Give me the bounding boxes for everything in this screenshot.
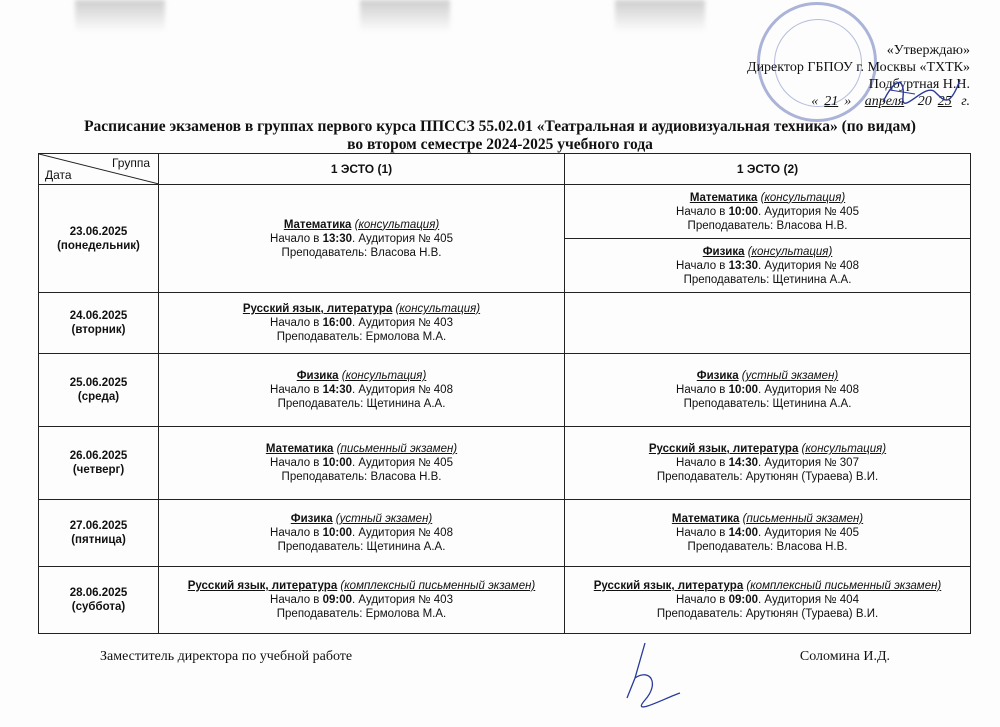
approval-year: 25 [937,94,952,109]
room: Аудитория № 408 [358,384,453,396]
start-time: 13:30 [728,259,759,272]
deputy-name: Соломина И.Д. [799,649,890,664]
start-time: 10:00 [322,457,353,469]
teacher: Преподаватель: Власова Н.В. [687,541,848,553]
entry-subject-line [672,513,863,525]
group-1-cell [159,354,565,427]
subject-name: Математика [283,218,352,231]
teacher: Преподаватель: Ермолова М.А. [276,608,447,620]
entry-subject-line [284,219,439,231]
room: Аудитория № 408 [358,527,453,539]
start-time: 10:00 [322,527,353,539]
document-title [0,118,1000,154]
exam-kind: (консультация) [395,303,481,315]
entry-start-line: Начало в 10:00. Аудитория № 408 [676,384,859,396]
exam-kind: (консультация) [354,218,440,231]
exam-kind: (письменный экзамен) [336,443,458,455]
approval-position: Директор ГБПОУ г. Москвы «ТХТК» [747,60,970,75]
deputy-position: Заместитель директора по учебной работе [100,649,353,664]
exam-kind: (консультация) [801,443,887,455]
teacher: Преподаватель: Щетинина А.А. [277,541,446,553]
entry-start-line: Начало в 10:00. Аудитория № 408 [270,527,453,539]
group-2-cell [565,567,971,634]
exam-kind: (консультация) [341,370,427,382]
entry-start-line: Начало в 14:00. Аудитория № 405 [676,527,859,539]
group-2-cell [565,239,971,293]
entry-subject-line [297,370,427,382]
room: Аудитория № 404 [764,594,859,606]
teacher: Преподаватель: Арутюнян (Тураева) В.И. [656,471,879,483]
exam-kind: (письменный экзамен) [742,513,864,525]
group-1-cell [159,293,565,354]
exam-kind: (консультация) [747,245,833,258]
room: Аудитория № 405 [764,205,859,218]
column-header-group-2: 1 ЭСТО (2) [565,154,971,185]
room: Аудитория № 405 [358,457,453,469]
exam-kind: (комплексный письменный экзамен) [340,580,536,592]
start-time: 10:00 [728,384,759,396]
teacher: Преподаватель: Арутюнян (Тураева) В.И. [656,608,879,620]
approval-month: апреля [864,94,905,109]
group-2-cell [565,500,971,567]
approval-name: Подбуртная Н.Н. [868,77,970,92]
scan-artifact [615,0,705,32]
room: Аудитория № 307 [764,457,859,469]
column-header-group-1: 1 ЭСТО (1) [159,154,565,185]
group-1-cell [159,185,565,293]
entry-start-line: Начало в 14:30. Аудитория № 307 [676,457,859,469]
exam-kind: (консультация) [760,191,846,204]
group-1-cell [159,567,565,634]
entry-subject-line [703,246,833,258]
exam-entry [159,218,564,260]
entry-start-line: Начало в 09:00. Аудитория № 403 [270,594,453,606]
room: Аудитория № 408 [764,384,859,396]
scan-artifact [75,0,165,32]
entry-subject-line [649,443,886,455]
exam-kind: (устный экзамен) [741,370,839,382]
entry-start-line: Начало в 10:00. Аудитория № 405 [270,457,453,469]
start-time: 14:00 [728,527,759,539]
entry-subject-line [243,303,480,315]
teacher: Преподаватель: Щетинина А.А. [683,398,852,410]
teacher: Преподаватель: Власова Н.В. [281,246,442,259]
exam-kind: (комплексный письменный экзамен) [746,580,942,592]
exam-entry [159,512,564,554]
room: Аудитория № 403 [358,594,453,606]
teacher: Преподаватель: Щетинина А.А. [277,398,446,410]
entry-subject-line [594,580,942,592]
subject-name: Русский язык, литература [187,580,338,592]
subject-name: Математика [671,513,740,525]
room: Аудитория № 403 [358,317,453,329]
subject-name: Физика [702,245,745,258]
entry-subject-line [188,580,536,592]
approval-date: « 21 » апреля 20 25 г. [811,94,970,109]
start-time: 14:30 [322,384,353,396]
start-time: 09:00 [728,594,759,606]
title-line-2: во втором семестре 2024-2025 учебного года [347,136,653,153]
title-line-1: Расписание экзаменов в группах первого курса ППССЗ 55.02.01 «Театральная и аудиовизуальная техника» (по видам) [84,118,916,135]
approval-day: 21 [824,94,839,109]
exam-entry [565,442,970,484]
table-row [39,567,971,634]
exam-schedule-table [38,153,971,634]
date-cell: 24.06.2025 (вторник) [39,293,159,354]
subject-name: Русский язык, литература [648,443,799,455]
deputy-signature [605,638,685,710]
date-cell: 27.06.2025 (пятница) [39,500,159,567]
table-row [39,500,971,567]
subject-name: Физика [290,513,333,525]
corner-date-label: Дата [45,168,72,182]
entry-subject-line [291,513,432,525]
teacher: Преподаватель: Власова Н.В. [687,219,848,232]
subject-name: Русский язык, литература [242,303,393,315]
corner-group-label: Группа [111,156,150,170]
exam-entry [565,512,970,554]
corner-cell [39,154,159,185]
table-row [39,293,971,354]
date-cell: 26.06.2025 (четверг) [39,427,159,500]
start-time: 16:00 [322,317,353,329]
entry-start-line: Начало в 09:00. Аудитория № 404 [676,594,859,606]
exam-entry [565,579,970,621]
teacher: Преподаватель: Щетинина А.А. [683,273,852,286]
start-time: 14:30 [728,457,759,469]
table-row [39,427,971,500]
subject-name: Математика [689,191,758,204]
group-2-cell [565,185,971,239]
exam-kind: (устный экзамен) [335,513,433,525]
date-cell: 28.06.2025 (суббота) [39,567,159,634]
entry-start-line: Начало в 14:30. Аудитория № 408 [270,384,453,396]
subject-name: Физика [696,370,739,382]
date-cell: 25.06.2025 (среда) [39,354,159,427]
exam-entry [159,302,564,344]
entry-subject-line [266,443,457,455]
group-2-cell [565,354,971,427]
exam-entry [159,579,564,621]
exam-entry [565,369,970,411]
subject-name: Физика [296,370,339,382]
table-row [39,354,971,427]
teacher: Преподаватель: Власова Н.В. [281,471,442,483]
room: Аудитория № 405 [764,527,859,539]
entry-subject-line [690,192,845,204]
exam-entry [159,369,564,411]
entry-start-line: Начало в 13:30. Аудитория № 405 [270,232,453,245]
table-row [39,185,971,239]
exam-entry [159,442,564,484]
entry-start-line: Начало в 16:00. Аудитория № 403 [270,317,453,329]
exam-entry [565,245,970,287]
group-2-cell [565,427,971,500]
subject-name: Математика [265,443,334,455]
entry-start-line: Начало в 13:30. Аудитория № 408 [676,259,859,272]
date-cell: 23.06.2025 (понедельник) [39,185,159,293]
group-1-cell [159,500,565,567]
entry-subject-line [697,370,838,382]
approval-heading: «Утверждаю» [886,43,970,58]
table-header-row [39,154,971,185]
start-time: 10:00 [728,205,759,218]
subject-name: Русский язык, литература [593,580,744,592]
group-2-cell [565,293,971,354]
teacher: Преподаватель: Ермолова М.А. [276,331,447,343]
entry-start-line: Начало в 10:00. Аудитория № 405 [676,205,859,218]
start-time: 09:00 [322,594,353,606]
room: Аудитория № 405 [358,232,453,245]
group-1-cell [159,427,565,500]
director-signature [875,72,965,112]
exam-entry [565,191,970,233]
room: Аудитория № 408 [764,259,859,272]
scan-artifact [360,0,450,32]
start-time: 13:30 [322,232,353,245]
